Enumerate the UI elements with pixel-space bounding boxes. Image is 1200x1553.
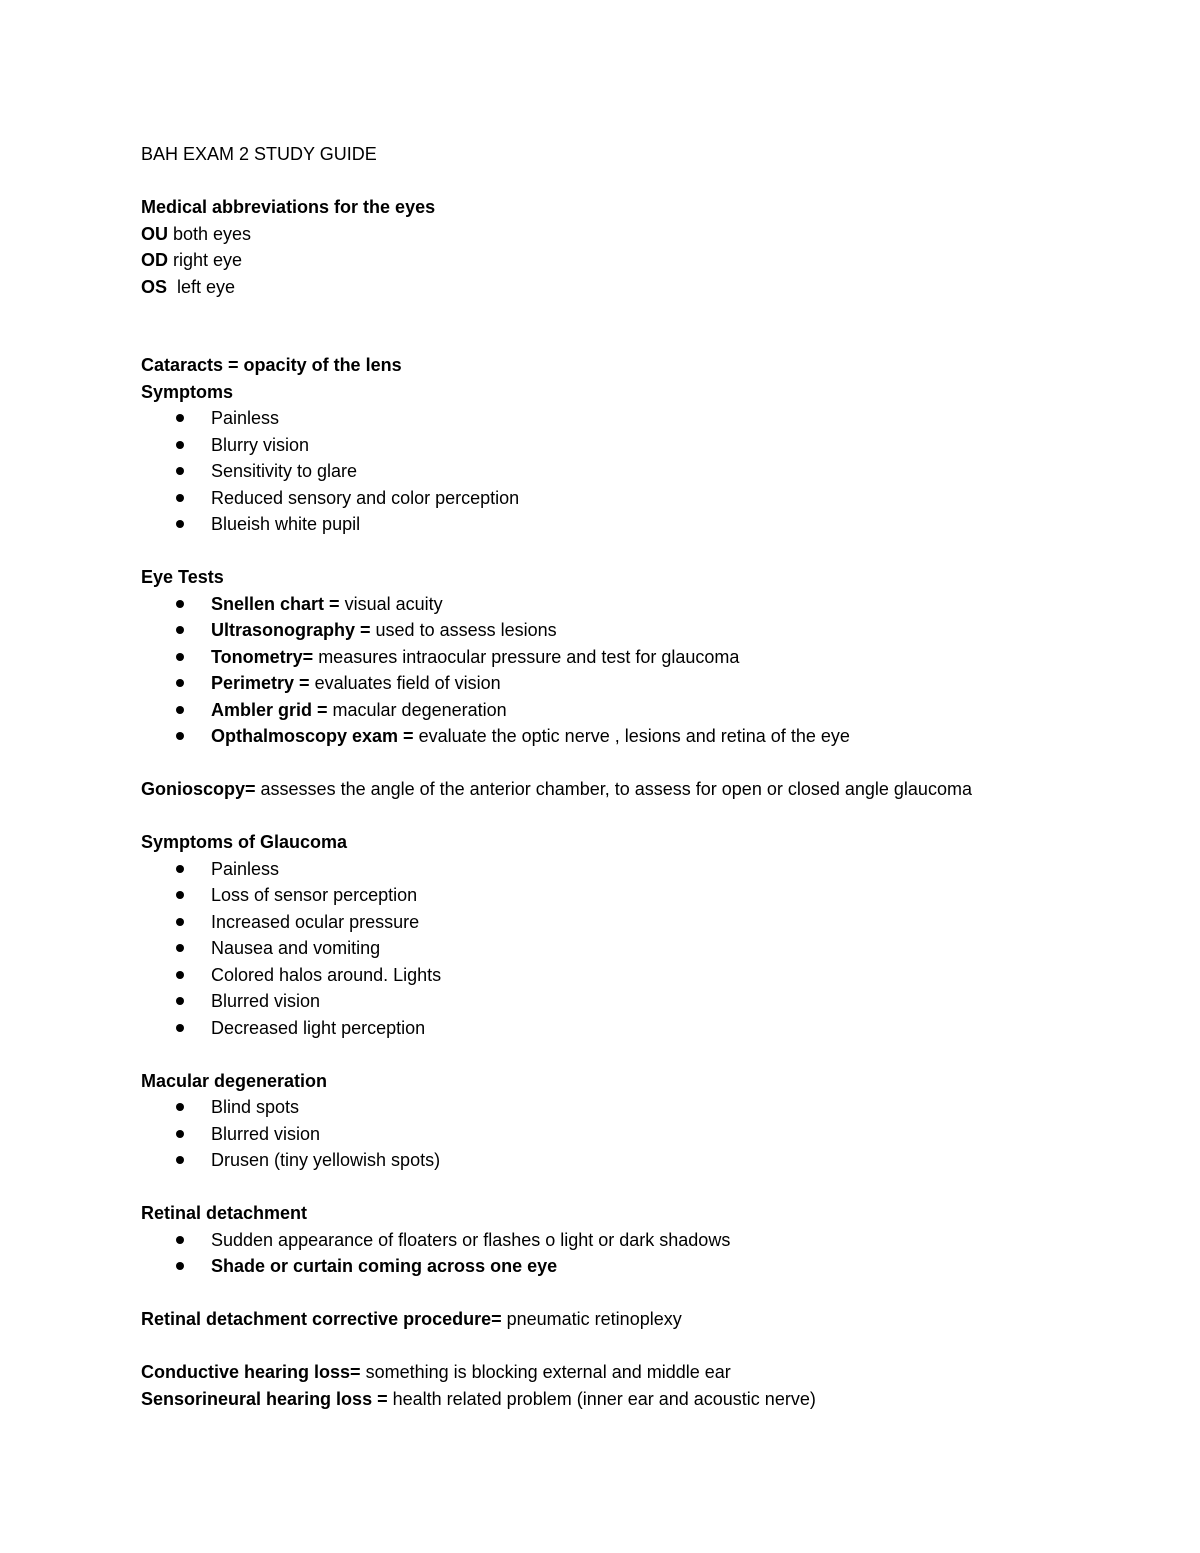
bullet-icon	[176, 467, 184, 475]
macular-heading: Macular degeneration	[141, 1070, 328, 1091]
list-item-text: Colored halos around. Lights	[211, 964, 442, 985]
bullet-icon	[176, 653, 184, 661]
list-item-text: Blind spots	[211, 1097, 300, 1117]
test-desc: visual acuity	[339, 593, 443, 614]
list-item-text: Blurry vision	[211, 434, 310, 455]
list-item	[141, 723, 1121, 750]
bullet-icon	[176, 891, 184, 899]
test-term: Ultrasonography =	[211, 620, 371, 640]
bullet-icon	[176, 1262, 184, 1270]
spacer	[141, 750, 1121, 777]
retinal-procedure-term: Retinal detachment corrective procedure=	[141, 1309, 502, 1329]
list-item-text: Blueish white pupil	[211, 514, 361, 534]
list-item	[141, 856, 1121, 883]
test-desc: used to assess lesions	[370, 620, 557, 640]
abbreviation-term: OS	[141, 276, 168, 297]
document-title: BAH EXAM 2 STUDY GUIDE	[141, 144, 377, 164]
spacer	[141, 803, 1121, 830]
list-item	[141, 485, 1121, 512]
spacer	[141, 1174, 1121, 1201]
list-item	[141, 1094, 1121, 1121]
spacer	[141, 168, 1121, 195]
list-item-text: Blurred vision	[211, 1123, 321, 1144]
conductive-hearing-desc: something is blocking external and middle ear	[360, 1362, 731, 1382]
list-item-text: Drusen (tiny yellowish spots)	[211, 1150, 441, 1170]
bullet-icon	[176, 732, 184, 740]
bullet-icon	[176, 1156, 184, 1164]
bullet-icon	[176, 865, 184, 873]
list-item	[141, 432, 1121, 459]
cataracts-heading: Cataracts = opacity of the lens	[141, 355, 402, 375]
bullet-icon	[176, 520, 184, 528]
bullet-icon	[176, 414, 184, 422]
test-term: Ambler grid =	[211, 699, 328, 720]
list-item	[141, 935, 1121, 962]
list-item	[141, 405, 1121, 432]
list-item	[141, 458, 1121, 485]
abbreviation-term: OD	[141, 250, 168, 270]
bullet-icon	[176, 626, 184, 634]
bullet-icon	[176, 706, 184, 714]
list-item	[141, 697, 1121, 724]
spacer	[141, 1280, 1121, 1307]
sensorineural-hearing-line	[141, 1386, 1121, 1413]
abbreviations-heading: Medical abbreviations for the eyes	[141, 197, 436, 217]
list-item	[141, 617, 1121, 644]
list-item-text: Painless	[211, 858, 280, 879]
document-page	[141, 141, 1121, 1412]
cataracts-symptoms-list	[141, 405, 1121, 538]
list-item	[141, 1147, 1121, 1174]
bullet-icon	[176, 944, 184, 952]
abbreviation-row	[141, 274, 1121, 301]
glaucoma-symptoms-list	[141, 856, 1121, 1042]
test-desc: macular degeneration	[327, 699, 507, 720]
list-item	[141, 511, 1121, 538]
list-item-text: Reduced sensory and color perception	[211, 487, 520, 508]
test-term: Perimetry =	[211, 673, 310, 693]
bullet-icon	[176, 1130, 184, 1138]
conductive-hearing-line	[141, 1359, 1121, 1386]
macular-symptoms-list	[141, 1094, 1121, 1174]
spacer	[141, 538, 1121, 565]
list-item-text: Shade or curtain coming across one eye	[211, 1256, 558, 1276]
spacer	[141, 1333, 1121, 1360]
bullet-icon	[176, 971, 184, 979]
list-item-text: Painless	[211, 408, 280, 428]
retinal-symptoms-list	[141, 1227, 1121, 1280]
list-item-text: Loss of sensor perception	[211, 885, 418, 905]
list-item	[141, 1121, 1121, 1148]
retinal-procedure-line	[141, 1306, 1121, 1333]
bullet-icon	[176, 918, 184, 926]
abbreviation-term: OU	[141, 223, 168, 244]
abbreviation-desc: left eye	[167, 276, 236, 297]
list-item	[141, 591, 1121, 618]
gonioscopy-desc: assesses the angle of the anterior chamber, to assess for open or closed angle glaucoma	[255, 779, 972, 799]
sensorineural-hearing-desc: health related problem (inner ear and acoustic nerve)	[387, 1388, 816, 1409]
bullet-icon	[176, 1024, 184, 1032]
list-item	[141, 882, 1121, 909]
list-item-text: Blurred vision	[211, 991, 321, 1011]
test-desc: evaluate the optic nerve , lesions and retina of the eye	[413, 726, 850, 746]
bullet-icon	[176, 1236, 184, 1244]
bullet-icon	[176, 441, 184, 449]
list-item	[141, 988, 1121, 1015]
gonioscopy-line	[141, 776, 1121, 803]
eye-tests-heading: Eye Tests	[141, 567, 224, 587]
eye-tests-list	[141, 591, 1121, 750]
list-item-text: Sensitivity to glare	[211, 461, 358, 481]
sensorineural-hearing-term: Sensorineural hearing loss =	[141, 1388, 388, 1409]
test-desc: evaluates field of vision	[309, 673, 501, 693]
abbreviation-row	[141, 247, 1121, 274]
retinal-heading: Retinal detachment	[141, 1203, 308, 1223]
list-item	[141, 1253, 1121, 1280]
abbreviation-desc: right eye	[168, 250, 243, 270]
test-desc: measures intraocular pressure and test for glaucoma	[313, 646, 740, 667]
list-item-text: Decreased light perception	[211, 1017, 426, 1038]
bullet-icon	[176, 1103, 184, 1111]
test-term: Tonometry=	[211, 646, 314, 667]
list-item-text: Increased ocular pressure	[211, 911, 420, 932]
cataracts-symptoms-heading: Symptoms	[141, 381, 234, 402]
test-term: Snellen chart =	[211, 593, 340, 614]
list-item	[141, 962, 1121, 989]
gonioscopy-term: Gonioscopy=	[141, 779, 256, 799]
bullet-icon	[176, 600, 184, 608]
list-item	[141, 644, 1121, 671]
list-item	[141, 1015, 1121, 1042]
test-term: Opthalmoscopy exam =	[211, 726, 414, 746]
abbreviation-row	[141, 221, 1121, 248]
bullet-icon	[176, 679, 184, 687]
list-item-text: Nausea and vomiting	[211, 938, 381, 958]
list-item-text: Sudden appearance of floaters or flashes o light or dark shadows	[211, 1229, 731, 1250]
list-item	[141, 1227, 1121, 1254]
bullet-icon	[176, 494, 184, 502]
spacer	[141, 300, 1121, 352]
list-item	[141, 909, 1121, 936]
bullet-icon	[176, 997, 184, 1005]
conductive-hearing-term: Conductive hearing loss=	[141, 1362, 361, 1382]
list-item	[141, 670, 1121, 697]
glaucoma-heading: Symptoms of Glaucoma	[141, 832, 348, 852]
spacer	[141, 1041, 1121, 1068]
abbreviation-desc: both eyes	[168, 223, 252, 244]
retinal-procedure-desc: pneumatic retinoplexy	[501, 1309, 682, 1329]
